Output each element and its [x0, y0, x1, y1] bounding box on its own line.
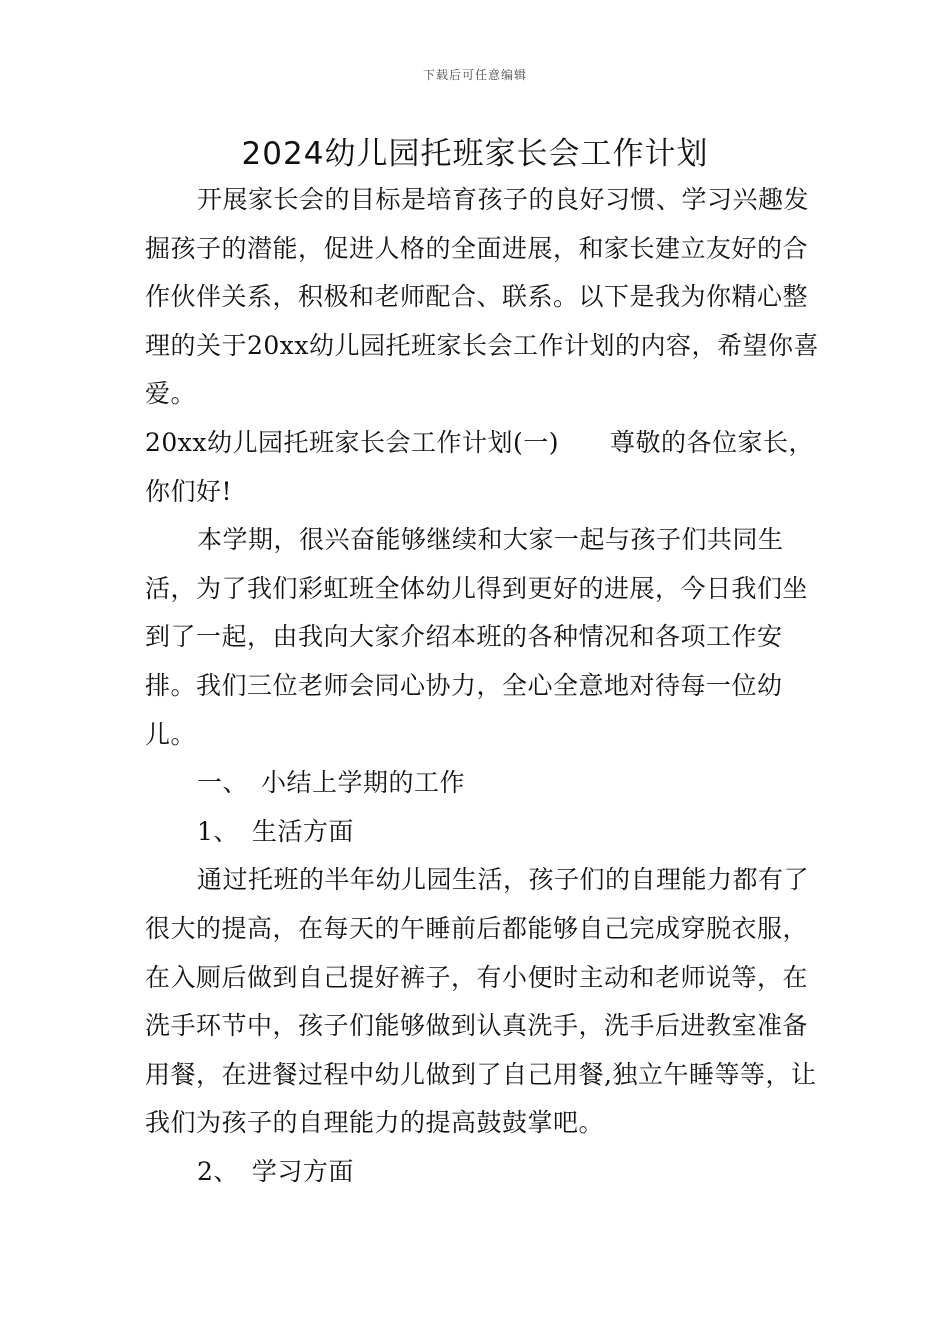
paragraph-2: 通过托班的半年幼儿园生活，孩子们的自理能力都有了很大的提高，在每天的午睡前后都能够自己完成穿脱衣服，在入厕后做到自己提好裤子，有小便时主动和老师说等，在洗手环节中，孩子们能够做到认真洗手，洗手后进教室准备用餐，在进餐过程中幼儿做到了自己用餐,独立午睡等等，让我们为孩子的自理能力的提高鼓鼓掌吧。: [145, 865, 817, 1138]
document-body: [145, 176, 820, 1196]
header-note: 下载后可任意编辑: [422, 68, 527, 82]
heading-1-2: 2、 学习方面: [197, 1156, 354, 1186]
intro-paragraph: 开展家长会的目标是培育孩子的良好习惯、学习兴趣发掘孩子的潜能，促进人格的全面进展，和家长建立友好的合作伙伴关系，积极和老师配合、联系。以下是我为你精心整理的关于20xx幼儿园托班家长会工作计划的内容，希望你喜爱。: [145, 185, 820, 409]
heading-1-1: 1、 生活方面: [197, 816, 354, 846]
document-title: 2024幼儿园托班家长会工作计划: [241, 136, 709, 172]
section-line: 20xx幼儿园托班家长会工作计划(一) 尊敬的各位家长，你们好!: [145, 427, 815, 506]
heading-1: 一、 小结上学期的工作: [197, 768, 466, 798]
paragraph-1: 本学期，很兴奋能够继续和大家一起与孩子们共同生活，为了我们彩虹班全体幼儿得到更好的进展，今日我们坐到了一起，由我向大家介绍本班的各种情况和各项工作安排。我们三位老师会同心协力，全心全意地对待每一位幼儿。: [145, 525, 809, 749]
